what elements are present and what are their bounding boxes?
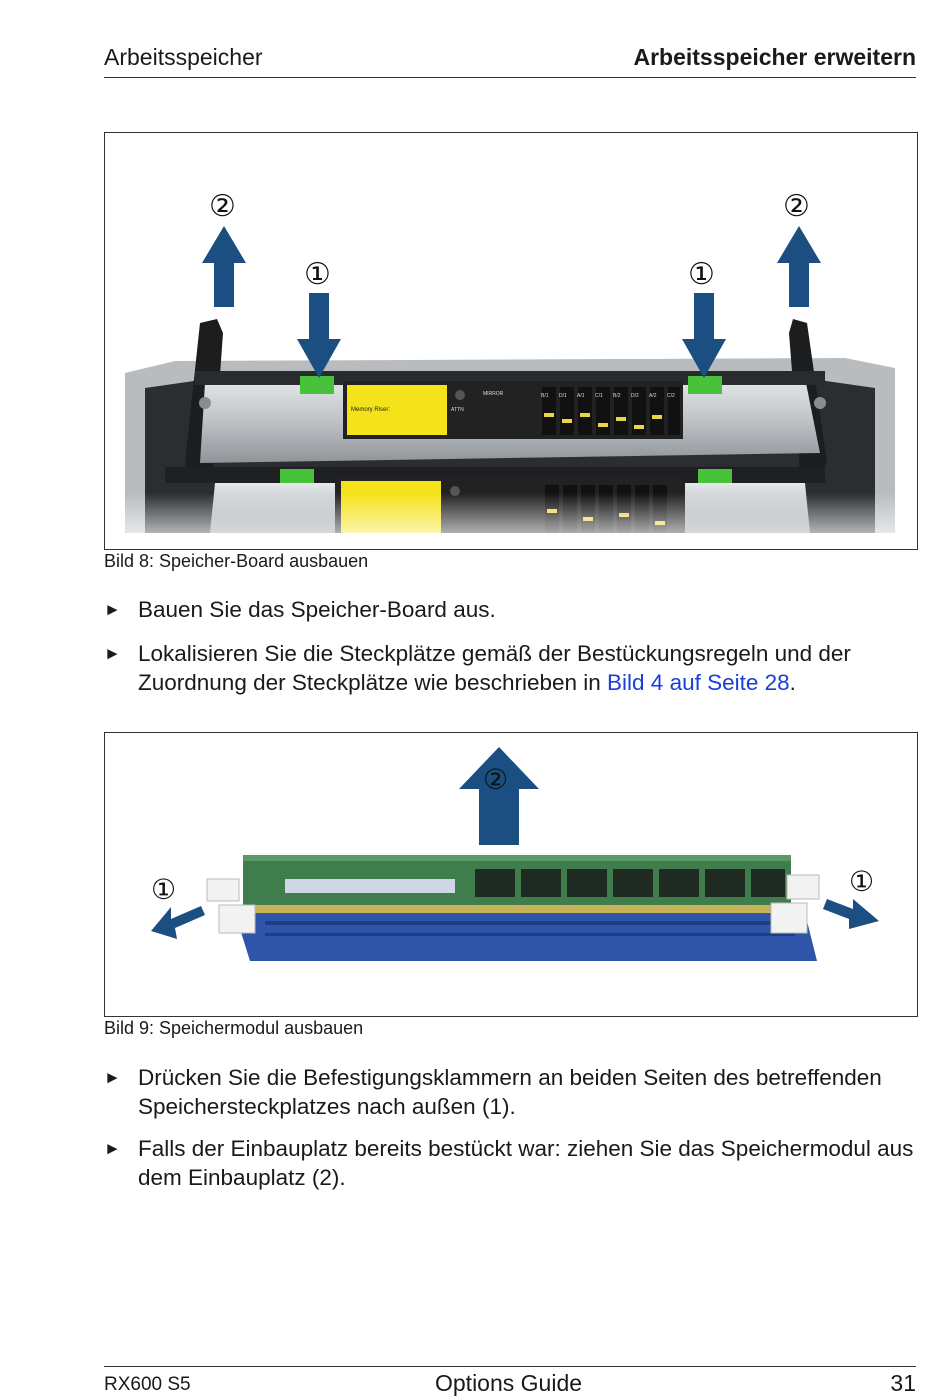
page-number: 31 [890,1370,916,1396]
callout-1-right: ① [688,257,715,292]
instruction-text: Falls der Einbauplatz bereits bestückt war: ziehen Sie das Speichermodul aus dem Einbauplatz (2). [138,1136,914,1190]
slot-label-b2: B/2 [613,393,621,399]
slot-label-c1: C/1 [595,393,603,399]
arrow-out-right [823,899,879,929]
photo-fade [105,493,917,549]
header-section-title: Arbeitsspeicher [104,44,263,70]
upper-mirror-label: MIRROR [483,391,504,397]
dimm-contacts [243,905,791,913]
upper-right-clip [688,376,722,394]
header-chapter-title: Arbeitsspeicher erweitern [633,44,916,70]
bullet-arrow-icon: ► [104,1068,121,1087]
slot-label-b1: B/1 [541,393,549,399]
footer-product-name: RX600 S5 [104,1374,191,1395]
instruction-text-part: Lokalisieren Sie die Steckplätze gemäß der Bestückungsregeln und der Zuordnung der Steckplätze wie beschrieben in [138,641,851,695]
callout-2-right: ② [783,189,810,224]
socket-slot-line [265,921,795,925]
arrow-up-center [459,747,539,845]
bullet-arrow-icon: ► [104,1139,121,1158]
upper-sticker-title: Memory Riser: [351,407,391,413]
bullet-arrow-icon: ► [104,644,121,663]
instruction-item [104,1063,916,1121]
upper-attn-label: ATTN [451,407,464,413]
upper-attn-button [455,390,465,400]
slot-label-d1: D/1 [559,393,567,399]
memory-board-illustration [105,133,917,549]
instruction-item [104,639,916,697]
callout-1-left: ① [151,873,177,906]
footer-divider [104,1366,916,1367]
arrow-up-left [202,226,246,307]
instruction-text-end: . [789,670,796,695]
callout-1-right: ① [849,865,875,898]
dimm-socket [235,913,817,961]
slot-label-a1: A/1 [577,393,585,399]
dimm-label-sticker [285,879,455,893]
figure-2-caption: Bild 9: Speichermodul ausbauen [104,1018,364,1038]
cross-reference-link[interactable]: Bild 4 auf Seite 28 [607,670,790,695]
instruction-text [138,639,916,697]
footer-document-title: Options Guide [435,1370,583,1396]
header-divider [104,77,916,78]
callout-2-left: ② [209,189,236,224]
callout-1-left: ① [304,257,331,292]
dimm-top-edge [243,855,791,861]
instruction-item [104,1134,916,1192]
dimm-chips [475,869,785,897]
figure-memory-board-removal [104,132,918,550]
memory-module-illustration [105,733,917,1016]
arrow-up-right [777,226,821,307]
figure-memory-module-removal [104,732,918,1017]
instruction-item [104,595,916,624]
bullet-arrow-icon: ► [104,600,121,619]
screw-right [814,397,826,409]
socket-slot-line [265,933,795,936]
callout-2-center: ② [483,763,509,796]
figure-1-caption: Bild 8: Speicher-Board ausbauen [104,551,369,571]
slot-label-a2: A/2 [649,393,657,399]
instruction-text: Bauen Sie das Speicher-Board aus. [138,597,496,622]
instruction-text: Drücken Sie die Befestigungsklammern an beiden Seiten des betreffenden Speichersteckplatzes nach außen (1). [138,1065,882,1119]
slot-label-d2: D/2 [631,393,639,399]
screw-left [199,397,211,409]
upper-left-clip [300,376,334,394]
arrow-out-left [151,906,205,939]
slot-label-c2: C/2 [667,393,675,399]
